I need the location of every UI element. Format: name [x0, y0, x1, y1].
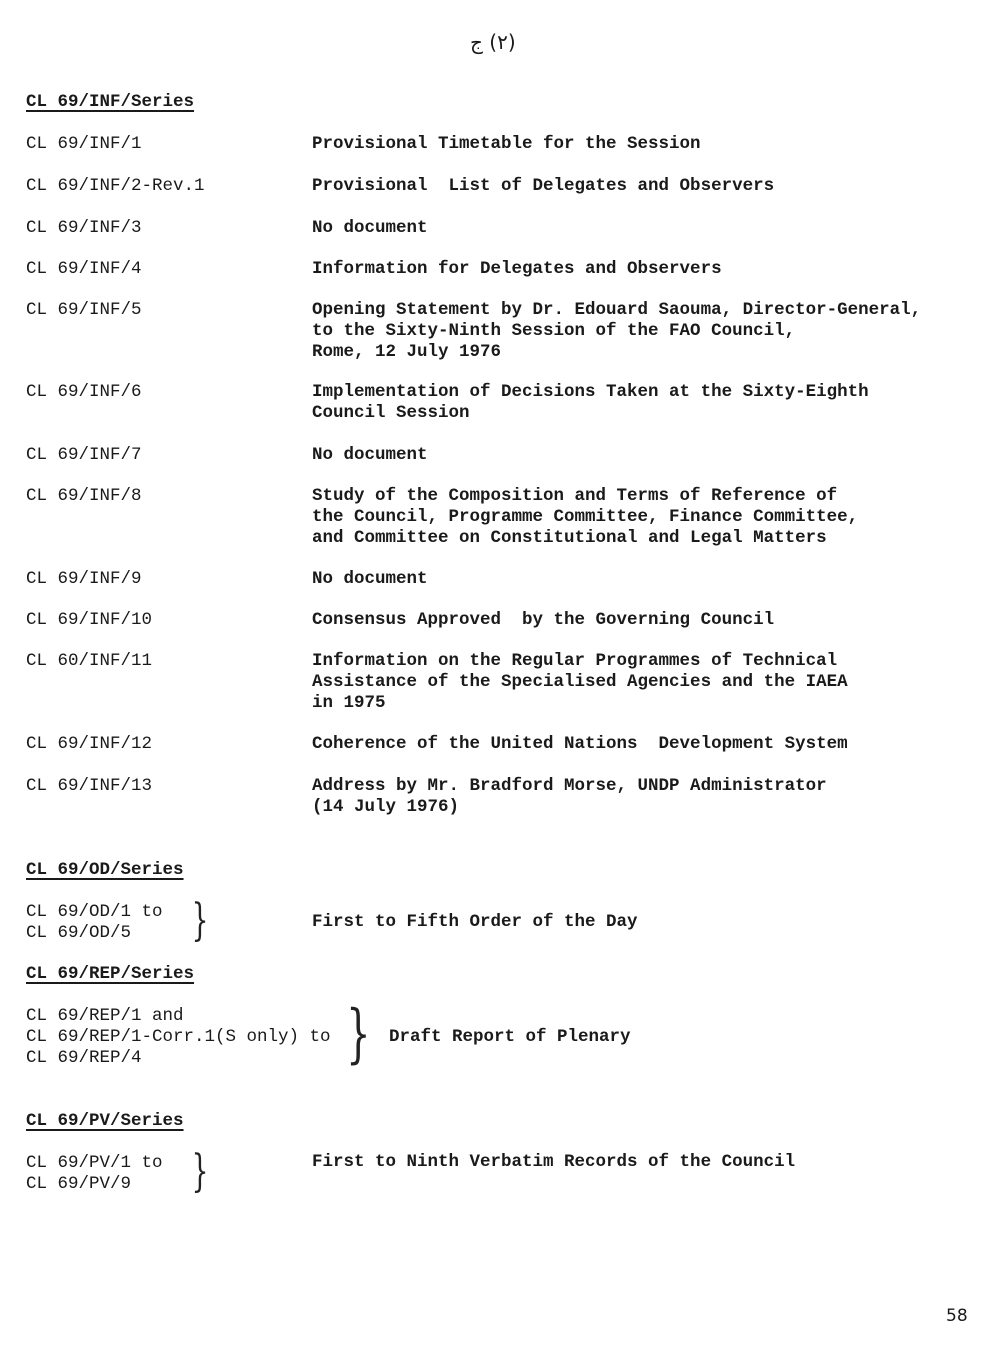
- doc-code: CL 69/INF/2-Rev.1: [26, 176, 205, 196]
- pv-title: First to Ninth Verbatim Records of the Council: [312, 1152, 796, 1172]
- doc-title: Provisional List of Delegates and Observers: [312, 176, 775, 196]
- doc-title: Information on the Regular Programmes of Technical Assistance of the Specialised Agencies and the IAEA in 1975: [312, 651, 848, 713]
- od-title: First to Fifth Order of the Day: [312, 912, 638, 932]
- doc-title: Address by Mr. Bradford Morse, UNDP Administrator (14 July 1976): [312, 776, 827, 817]
- doc-code: CL 60/INF/11: [26, 651, 153, 671]
- doc-title: Provisional Timetable for the Session: [312, 134, 701, 154]
- doc-code: CL 69/INF/4: [26, 259, 142, 279]
- doc-code: CL 69/INF/8: [26, 486, 142, 506]
- doc-code: CL 69/INF/6: [26, 382, 142, 402]
- doc-title: Study of the Composition and Terms of Reference of the Council, Programme Committee, Finance Committee, and Committee on Constitutional and Legal Matters: [312, 486, 859, 548]
- brace-icon: }: [191, 1146, 209, 1197]
- pv-codes: CL 69/PV/1 to CL 69/PV/9: [26, 1153, 163, 1194]
- rep-series-heading: CL 69/REP/Series: [26, 964, 195, 984]
- od-codes: CL 69/OD/1 to CL 69/OD/5: [26, 902, 163, 943]
- doc-code: CL 69/INF/10: [26, 610, 153, 630]
- doc-title: Consensus Approved by the Governing Council: [312, 610, 775, 630]
- doc-code: CL 69/INF/7: [26, 445, 142, 465]
- brace-icon: }: [191, 895, 209, 946]
- doc-title: No document: [312, 218, 428, 238]
- brace-icon: }: [346, 997, 371, 1071]
- doc-code: CL 69/INF/5: [26, 300, 142, 320]
- header-mark: (٢) ج: [470, 30, 516, 54]
- pv-series-heading: CL 69/PV/Series: [26, 1111, 184, 1131]
- doc-code: CL 69/INF/13: [26, 776, 153, 796]
- inf-series-heading: CL 69/INF/Series: [26, 92, 195, 112]
- doc-code: CL 69/INF/3: [26, 218, 142, 238]
- rep-codes: CL 69/REP/1 and CL 69/REP/1-Corr.1(S only) to CL 69/REP/4: [26, 1006, 331, 1068]
- doc-code: CL 69/INF/1: [26, 134, 142, 154]
- doc-title: No document: [312, 569, 428, 589]
- doc-title: Coherence of the United Nations Development System: [312, 734, 848, 754]
- doc-code: CL 69/INF/12: [26, 734, 153, 754]
- rep-title: Draft Report of Plenary: [389, 1027, 631, 1047]
- page-number: 58: [946, 1306, 968, 1326]
- doc-title: Opening Statement by Dr. Edouard Saouma, Director-General, to the Sixty-Ninth Session of the FAO Council, Rome, 12 July 1976: [312, 300, 922, 362]
- doc-title: Information for Delegates and Observers: [312, 259, 722, 279]
- doc-title: Implementation of Decisions Taken at the Sixty-Eighth Council Session: [312, 382, 869, 423]
- doc-code: CL 69/INF/9: [26, 569, 142, 589]
- od-series-heading: CL 69/OD/Series: [26, 860, 184, 880]
- doc-title: No document: [312, 445, 428, 465]
